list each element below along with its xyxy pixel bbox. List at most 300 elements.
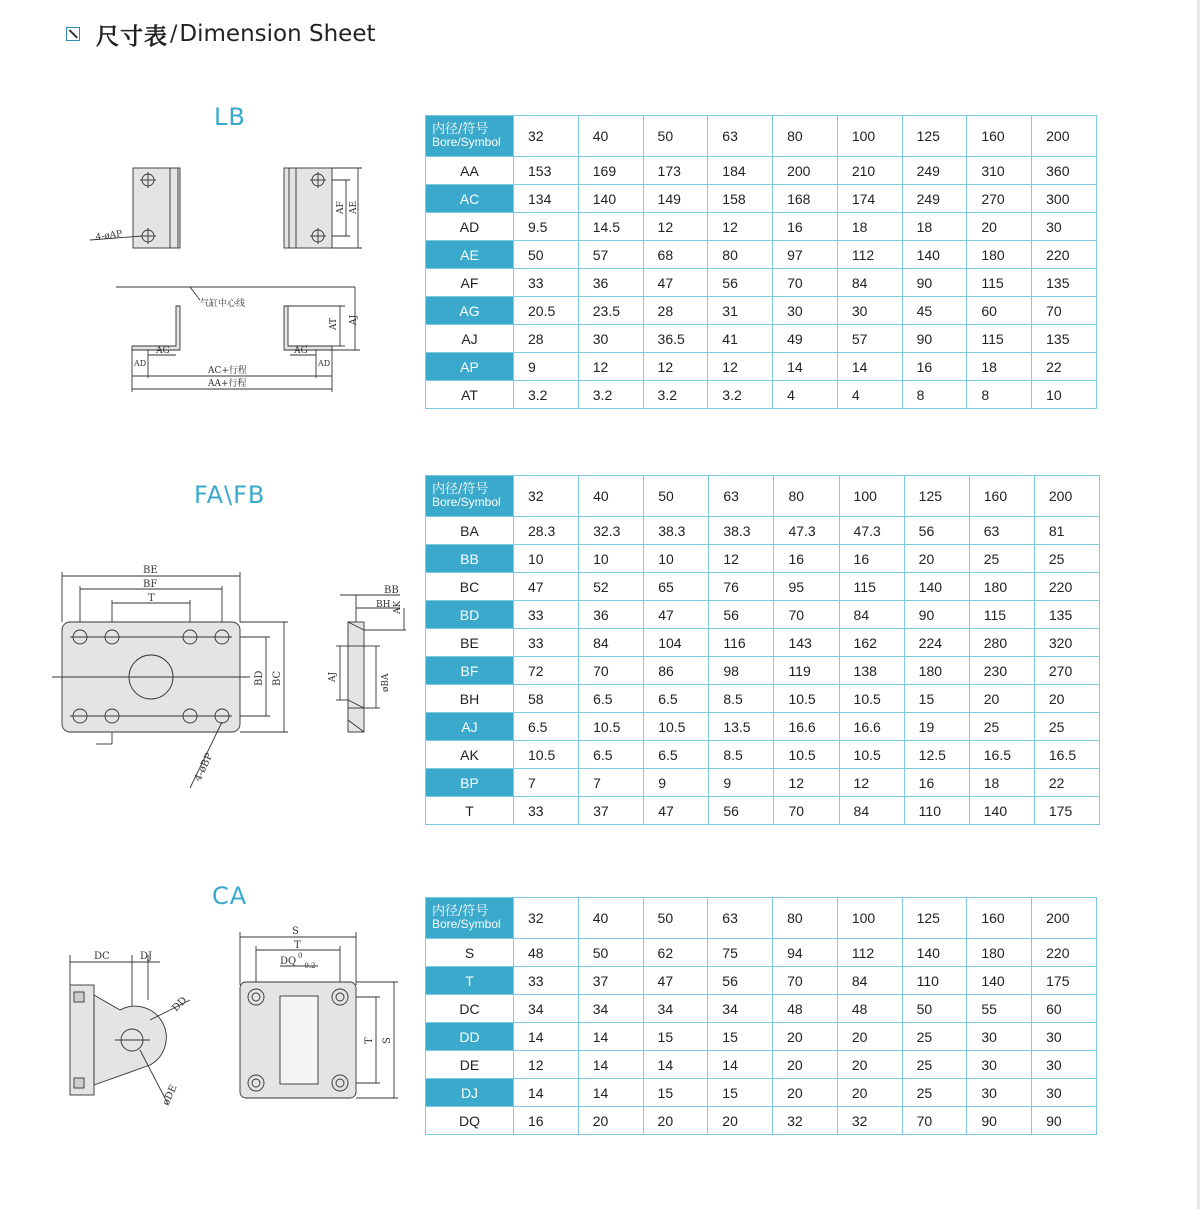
value-cell: 81 (1034, 517, 1099, 545)
table-row (426, 713, 1100, 741)
fafb-dimension-table (425, 475, 1100, 825)
value-cell: 153 (514, 157, 579, 185)
value-cell: 31 (708, 297, 773, 325)
value-cell: 32.3 (579, 517, 644, 545)
bore-header-cell: 160 (969, 476, 1034, 517)
value-cell: 20 (773, 1051, 838, 1079)
table-row (426, 657, 1100, 685)
value-cell: 70 (774, 797, 839, 825)
value-cell: 37 (579, 797, 644, 825)
value-cell: 80 (708, 241, 773, 269)
value-cell: 249 (902, 185, 967, 213)
value-cell: 16 (514, 1107, 579, 1135)
label-ad: AD (134, 359, 147, 368)
value-cell: 34 (643, 995, 708, 1023)
label-bc: BC (272, 670, 283, 686)
value-cell: 4 (773, 381, 838, 409)
value-cell: 12 (774, 769, 839, 797)
ca-dimension-table (425, 897, 1097, 1135)
value-cell: 20 (837, 1079, 902, 1107)
table-row (426, 269, 1097, 297)
value-cell: 10 (579, 545, 644, 573)
value-cell: 16.6 (774, 713, 839, 741)
value-cell: 162 (839, 629, 904, 657)
value-cell: 47 (644, 601, 709, 629)
value-cell: 300 (1032, 185, 1097, 213)
label-ba: øBA (381, 673, 391, 692)
bore-header-cell: 32 (514, 116, 579, 157)
value-cell: 75 (708, 939, 773, 967)
value-cell: 56 (709, 601, 774, 629)
value-cell: 70 (902, 1107, 967, 1135)
value-cell: 143 (774, 629, 839, 657)
table-row (426, 1079, 1097, 1107)
bore-header-cell: 32 (514, 476, 579, 517)
symbol-cell: BH (426, 685, 514, 713)
value-cell: 90 (902, 269, 967, 297)
section-title-fafb: FA\FB (194, 481, 266, 509)
bore-header-cell: 200 (1034, 476, 1099, 517)
value-cell: 10.5 (839, 685, 904, 713)
value-cell: 20 (967, 213, 1032, 241)
value-cell: 175 (1032, 967, 1097, 995)
label-dc: DC (94, 951, 110, 962)
value-cell: 34 (708, 995, 773, 1023)
value-cell: 7 (579, 769, 644, 797)
symbol-cell: AD (426, 213, 514, 241)
bore-header-cell: 32 (514, 898, 579, 939)
value-cell: 36 (579, 601, 644, 629)
value-cell: 47 (644, 797, 709, 825)
fafb-side-view (328, 585, 406, 732)
value-cell: 10.5 (644, 713, 709, 741)
value-cell: 135 (1034, 601, 1099, 629)
value-cell: 33 (514, 269, 579, 297)
value-cell: 90 (1032, 1107, 1097, 1135)
value-cell: 270 (1034, 657, 1099, 685)
value-cell: 62 (643, 939, 708, 967)
symbol-cell: AC (426, 185, 514, 213)
value-cell: 30 (773, 297, 838, 325)
table-row (426, 353, 1097, 381)
value-cell: 9 (709, 769, 774, 797)
value-cell: 50 (902, 995, 967, 1023)
value-cell: 112 (837, 241, 902, 269)
symbol-cell: BD (426, 601, 514, 629)
value-cell: 20 (578, 1107, 643, 1135)
value-cell: 16 (904, 769, 969, 797)
value-cell: 58 (514, 685, 579, 713)
value-cell: 16.6 (839, 713, 904, 741)
value-cell: 8.5 (709, 741, 774, 769)
value-cell: 34 (578, 995, 643, 1023)
value-cell: 20 (1034, 685, 1099, 713)
bore-header-cell: 100 (839, 476, 904, 517)
value-cell: 220 (1034, 573, 1099, 601)
value-cell: 68 (643, 241, 708, 269)
symbol-cell: BF (426, 657, 514, 685)
table-row (426, 185, 1097, 213)
value-cell: 13.5 (709, 713, 774, 741)
value-cell: 18 (837, 213, 902, 241)
value-cell: 310 (967, 157, 1032, 185)
value-cell: 19 (904, 713, 969, 741)
value-cell: 10 (644, 545, 709, 573)
value-cell: 12 (514, 1051, 579, 1079)
header-label-en: Bore/Symbol (432, 495, 501, 509)
bore-header-cell: 200 (1032, 898, 1097, 939)
header-label-cn: 内径/符号 (432, 122, 489, 137)
table-header-row (426, 898, 1097, 939)
value-cell: 15 (904, 685, 969, 713)
value-cell: 15 (708, 1079, 773, 1107)
value-cell: 12 (709, 545, 774, 573)
table-row (426, 381, 1097, 409)
value-cell: 23.5 (578, 297, 643, 325)
ca-front-view (240, 926, 398, 1098)
bore-symbol-header (426, 476, 514, 517)
value-cell: 9 (514, 353, 579, 381)
value-cell: 12.5 (904, 741, 969, 769)
symbol-cell: DC (426, 995, 514, 1023)
value-cell: 36 (578, 269, 643, 297)
value-cell: 56 (708, 269, 773, 297)
value-cell: 84 (839, 601, 904, 629)
label-af: AF (336, 201, 346, 214)
value-cell: 14 (708, 1051, 773, 1079)
table-row (426, 769, 1100, 797)
table-row (426, 797, 1100, 825)
label-bf: BF (143, 579, 158, 590)
table-row (426, 967, 1097, 995)
header-label-cn: 内径/符号 (432, 482, 489, 497)
value-cell: 97 (773, 241, 838, 269)
value-cell: 12 (839, 769, 904, 797)
value-cell: 36.5 (643, 325, 708, 353)
bore-header-cell: 50 (643, 898, 708, 939)
label-t-ca: T (294, 940, 301, 951)
value-cell: 169 (578, 157, 643, 185)
table-row (426, 939, 1097, 967)
value-cell: 360 (1032, 157, 1097, 185)
value-cell: 56 (709, 797, 774, 825)
value-cell: 158 (708, 185, 773, 213)
value-cell: 180 (967, 241, 1032, 269)
value-cell: 30 (1032, 1051, 1097, 1079)
symbol-cell: AG (426, 297, 514, 325)
label-de: øDE (160, 1083, 180, 1108)
value-cell: 60 (1032, 995, 1097, 1023)
value-cell: 33 (514, 601, 579, 629)
value-cell: 50 (578, 939, 643, 967)
value-cell: 14 (773, 353, 838, 381)
table-row (426, 741, 1100, 769)
value-cell: 25 (969, 545, 1034, 573)
value-cell: 70 (579, 657, 644, 685)
value-cell: 70 (1032, 297, 1097, 325)
value-cell: 14 (837, 353, 902, 381)
header-label-en: Bore/Symbol (432, 135, 501, 149)
value-cell: 20 (708, 1107, 773, 1135)
symbol-cell: AK (426, 741, 514, 769)
value-cell: 70 (773, 269, 838, 297)
value-cell: 55 (967, 995, 1032, 1023)
value-cell: 16 (839, 545, 904, 573)
value-cell: 30 (1032, 1079, 1097, 1107)
value-cell: 140 (904, 573, 969, 601)
value-cell: 140 (969, 797, 1034, 825)
value-cell: 28.3 (514, 517, 579, 545)
bore-header-cell: 100 (837, 898, 902, 939)
technical-drawings (0, 0, 420, 1209)
header-label-cn: 内径/符号 (432, 904, 489, 919)
label-ad-right: AD (318, 359, 331, 368)
value-cell: 14 (578, 1079, 643, 1107)
symbol-cell: BB (426, 545, 514, 573)
lb-front-view-right (284, 168, 362, 248)
value-cell: 38.3 (709, 517, 774, 545)
value-cell: 84 (837, 967, 902, 995)
value-cell: 16 (773, 213, 838, 241)
value-cell: 14.5 (578, 213, 643, 241)
table-row (426, 517, 1100, 545)
label-bp: 4-øBP (192, 751, 216, 784)
value-cell: 32 (837, 1107, 902, 1135)
value-cell: 49 (773, 325, 838, 353)
symbol-cell: AJ (426, 325, 514, 353)
symbol-cell: AF (426, 269, 514, 297)
value-cell: 180 (967, 939, 1032, 967)
label-aj: AJ (349, 314, 359, 325)
value-cell: 84 (837, 269, 902, 297)
value-cell: 3.2 (578, 381, 643, 409)
value-cell: 12 (708, 353, 773, 381)
bore-header-cell: 40 (579, 476, 644, 517)
value-cell: 20 (773, 1023, 838, 1051)
title-chinese: 尺寸表 (96, 23, 168, 50)
table-row (426, 157, 1097, 185)
value-cell: 15 (643, 1079, 708, 1107)
value-cell: 25 (1034, 545, 1099, 573)
value-cell: 249 (902, 157, 967, 185)
value-cell: 10.5 (774, 685, 839, 713)
value-cell: 116 (709, 629, 774, 657)
bore-header-cell: 160 (967, 898, 1032, 939)
value-cell: 15 (708, 1023, 773, 1051)
label-aa: AA+行程 (208, 379, 247, 389)
label-ac: AC+行程 (208, 366, 247, 376)
value-cell: 34 (514, 995, 579, 1023)
value-cell: 112 (837, 939, 902, 967)
value-cell: 52 (579, 573, 644, 601)
value-cell: 174 (837, 185, 902, 213)
value-cell: 33 (514, 797, 579, 825)
value-cell: 90 (967, 1107, 1032, 1135)
value-cell: 18 (969, 769, 1034, 797)
value-cell: 12 (578, 353, 643, 381)
value-cell: 119 (774, 657, 839, 685)
value-cell: 41 (708, 325, 773, 353)
value-cell: 15 (643, 1023, 708, 1051)
value-cell: 6.5 (644, 685, 709, 713)
bore-header-cell: 125 (902, 116, 967, 157)
value-cell: 8 (902, 381, 967, 409)
value-cell: 84 (839, 797, 904, 825)
value-cell: 115 (967, 269, 1032, 297)
value-cell: 115 (967, 325, 1032, 353)
label-bh: BH (376, 600, 391, 610)
value-cell: 48 (514, 939, 579, 967)
table-header-row (426, 116, 1097, 157)
label-bb: BB (384, 585, 399, 596)
lb-side-view (116, 287, 360, 392)
value-cell: 230 (969, 657, 1034, 685)
label-dq-sub: -0.2 (302, 962, 316, 970)
value-cell: 57 (837, 325, 902, 353)
value-cell: 110 (904, 797, 969, 825)
value-cell: 8.5 (709, 685, 774, 713)
bore-header-cell: 125 (902, 898, 967, 939)
bore-header-cell: 63 (708, 898, 773, 939)
label-ak: AK (393, 600, 403, 614)
value-cell: 18 (902, 213, 967, 241)
label-t-vertical: T (364, 1037, 375, 1044)
label-bd: BD (254, 670, 265, 686)
symbol-cell: T (426, 967, 514, 995)
value-cell: 25 (902, 1051, 967, 1079)
value-cell: 104 (644, 629, 709, 657)
value-cell: 30 (837, 297, 902, 325)
value-cell: 14 (514, 1023, 579, 1051)
value-cell: 140 (902, 241, 967, 269)
value-cell: 25 (902, 1023, 967, 1051)
title-separator: / (170, 21, 178, 47)
value-cell: 140 (967, 967, 1032, 995)
value-cell: 6.5 (579, 685, 644, 713)
value-cell: 280 (969, 629, 1034, 657)
value-cell: 134 (514, 185, 579, 213)
symbol-cell: DJ (426, 1079, 514, 1107)
value-cell: 12 (643, 353, 708, 381)
value-cell: 110 (902, 967, 967, 995)
table-row (426, 213, 1097, 241)
value-cell: 94 (773, 939, 838, 967)
value-cell: 140 (578, 185, 643, 213)
value-cell: 25 (969, 713, 1034, 741)
value-cell: 95 (774, 573, 839, 601)
symbol-cell: DE (426, 1051, 514, 1079)
value-cell: 220 (1032, 241, 1097, 269)
table-row (426, 1107, 1097, 1135)
value-cell: 32 (773, 1107, 838, 1135)
table-row (426, 1023, 1097, 1051)
bore-header-cell: 40 (578, 898, 643, 939)
table-header-row (426, 476, 1100, 517)
label-center-line: 气缸中心线 (200, 299, 246, 309)
value-cell: 135 (1032, 269, 1097, 297)
value-cell: 30 (967, 1051, 1032, 1079)
value-cell: 10.5 (774, 741, 839, 769)
value-cell: 45 (902, 297, 967, 325)
label-s: S (292, 926, 299, 937)
value-cell: 50 (514, 241, 579, 269)
value-cell: 20 (837, 1051, 902, 1079)
section-title-lb: LB (214, 103, 246, 131)
value-cell: 8 (967, 381, 1032, 409)
bore-header-cell: 160 (967, 116, 1032, 157)
bore-header-cell: 50 (644, 476, 709, 517)
value-cell: 10 (1032, 381, 1097, 409)
label-dj: DJ (140, 951, 153, 962)
value-cell: 3.2 (708, 381, 773, 409)
value-cell: 30 (578, 325, 643, 353)
value-cell: 84 (579, 629, 644, 657)
value-cell: 60 (967, 297, 1032, 325)
table-row (426, 297, 1097, 325)
symbol-cell: BC (426, 573, 514, 601)
value-cell: 135 (1032, 325, 1097, 353)
value-cell: 28 (643, 297, 708, 325)
bore-header-cell: 80 (773, 116, 838, 157)
value-cell: 20 (773, 1079, 838, 1107)
value-cell: 6.5 (514, 713, 579, 741)
bore-header-cell: 100 (837, 116, 902, 157)
value-cell: 56 (904, 517, 969, 545)
label-ae: AE (349, 200, 359, 214)
symbol-cell: AE (426, 241, 514, 269)
table-row (426, 629, 1100, 657)
value-cell: 9.5 (514, 213, 579, 241)
value-cell: 149 (643, 185, 708, 213)
value-cell: 173 (643, 157, 708, 185)
value-cell: 47 (643, 967, 708, 995)
bore-header-cell: 80 (774, 476, 839, 517)
value-cell: 20 (643, 1107, 708, 1135)
lb-dimension-table (425, 115, 1097, 409)
value-cell: 63 (969, 517, 1034, 545)
symbol-cell: BP (426, 769, 514, 797)
symbol-cell: BA (426, 517, 514, 545)
value-cell: 3.2 (643, 381, 708, 409)
symbol-cell: BE (426, 629, 514, 657)
value-cell: 25 (902, 1079, 967, 1107)
symbol-cell: AT (426, 381, 514, 409)
label-dd: DD (170, 994, 190, 1015)
title-english: Dimension Sheet (179, 21, 376, 47)
value-cell: 86 (644, 657, 709, 685)
value-cell: 30 (1032, 213, 1097, 241)
value-cell: 48 (837, 995, 902, 1023)
value-cell: 115 (839, 573, 904, 601)
table-row (426, 241, 1097, 269)
bore-symbol-header (426, 898, 514, 939)
value-cell: 184 (708, 157, 773, 185)
value-cell: 14 (643, 1051, 708, 1079)
value-cell: 12 (708, 213, 773, 241)
table-row (426, 325, 1097, 353)
label-t: T (148, 593, 155, 604)
value-cell: 37 (578, 967, 643, 995)
table-row (426, 545, 1100, 573)
value-cell: 76 (709, 573, 774, 601)
value-cell: 14 (578, 1023, 643, 1051)
table-row (426, 1051, 1097, 1079)
bore-header-cell: 50 (643, 116, 708, 157)
table-row (426, 685, 1100, 713)
value-cell: 30 (1032, 1023, 1097, 1051)
symbol-cell: DD (426, 1023, 514, 1051)
value-cell: 6.5 (644, 741, 709, 769)
